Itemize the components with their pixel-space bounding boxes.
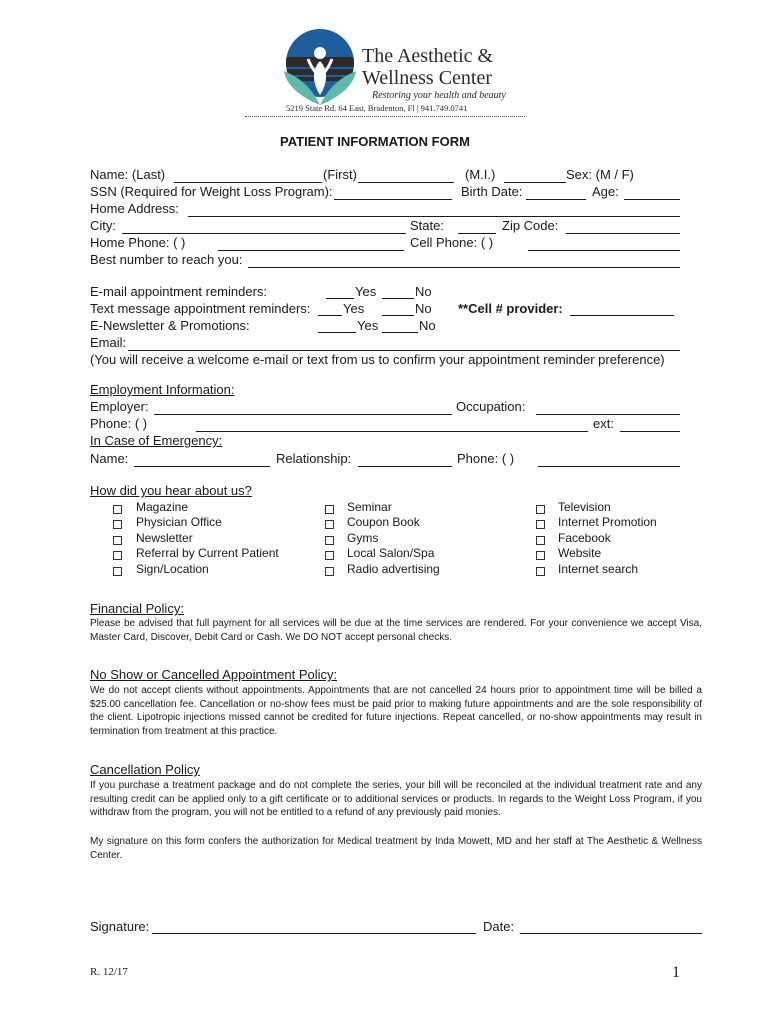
referral-option: Internet Promotion	[558, 515, 657, 529]
cell-phone-field[interactable]	[528, 250, 680, 251]
ext-label: ext:	[593, 416, 614, 431]
referral-option: Local Salon/Spa	[347, 546, 435, 560]
city-label: City:	[90, 218, 116, 233]
home-address-field[interactable]	[188, 216, 680, 217]
email-label: Email:	[90, 335, 127, 350]
form-title: PATIENT INFORMATION FORM	[280, 134, 470, 149]
emergency-phone-field[interactable]	[538, 466, 680, 467]
cancellation-policy-heading: Cancellation Policy	[90, 762, 200, 777]
text-reminders-label: Text message appointment reminders:	[90, 301, 311, 316]
sex-label: Sex: (M / F)	[566, 167, 634, 182]
reminder-note: (You will receive a welcome e-mail or text from us to confirm your appointment reminder preference)	[90, 352, 665, 367]
logo	[280, 27, 360, 107]
referral-option: Internet search	[558, 562, 639, 576]
referral-checkbox[interactable]	[113, 520, 122, 529]
referral-option: Television	[558, 500, 611, 514]
email-reminders-no: No	[415, 284, 432, 299]
logo-tagline: Restoring your health and beauty	[372, 90, 506, 101]
referral-option: Sign/Location	[136, 562, 209, 576]
referral-option: Gyms	[347, 531, 379, 545]
employer-phone-field[interactable]	[196, 431, 588, 432]
newsletter-label: E-Newsletter & Promotions:	[90, 318, 250, 333]
zip-label: Zip Code:	[502, 218, 559, 233]
referral-option: Physician Office	[136, 515, 222, 529]
financial-policy-text: Please be advised that full payment for all services will be due at the time services are rendered. For your convenience we accept Visa, Master Card, Discover, Debit Card or Cash. We DO NOT accept personal checks.	[90, 618, 702, 643]
birth-date-label: Birth Date:	[461, 184, 523, 199]
name-last-field[interactable]	[174, 182, 322, 183]
age-field[interactable]	[624, 199, 680, 200]
cell-phone-label: Cell Phone: ( )	[410, 235, 494, 250]
employer-phone-label: Phone: ( )	[90, 416, 148, 431]
newsletter-no-field[interactable]	[382, 332, 418, 333]
authorization-text: My signature on this form confers the authorization for Medical treatment by Inda Mowett, MD and her staff at The Aesthetic & Wellness Center.	[90, 836, 702, 861]
cancellation-policy-text: If you purchase a treatment package and do not complete the series, your bill will be reconciled at the individual treatment rate and any resulting credit can be applied only to a gift certificate or to additional services or products. In regards to the Weight Loss Program, if you withdraw from the program, you will not be entitled to a refund of any previously paid monies.	[90, 780, 702, 819]
zip-field[interactable]	[566, 233, 680, 234]
referral-checkbox[interactable]	[325, 520, 334, 529]
signature-label: Signature:	[90, 919, 150, 934]
name-first-label: (First)	[323, 167, 357, 182]
newsletter-yes: Yes	[357, 318, 379, 333]
referral-checkbox[interactable]	[113, 567, 122, 576]
noshow-policy-heading: No Show or Cancelled Appointment Policy:	[90, 667, 338, 682]
referral-checkbox[interactable]	[325, 551, 334, 560]
text-reminders-yes-field[interactable]	[318, 315, 342, 316]
referral-checkbox[interactable]	[536, 551, 545, 560]
birth-date-field[interactable]	[526, 199, 586, 200]
newsletter-yes-field[interactable]	[318, 332, 356, 333]
best-number-label: Best number to reach you:	[90, 252, 243, 267]
ext-field[interactable]	[620, 431, 680, 432]
date-label: Date:	[483, 919, 515, 934]
name-last-label: Name: (Last)	[90, 167, 166, 182]
ssn-label: SSN (Required for Weight Loss Program):	[90, 184, 333, 199]
relationship-field[interactable]	[358, 466, 452, 467]
revision-label: R. 12/17	[90, 966, 128, 978]
occupation-field[interactable]	[536, 414, 680, 415]
mi-label: (M.I.)	[465, 167, 496, 182]
email-reminders-yes-field[interactable]	[326, 298, 354, 299]
referral-checkbox[interactable]	[536, 536, 545, 545]
emergency-name-label: Name:	[90, 451, 129, 466]
home-phone-label: Home Phone: ( )	[90, 235, 186, 250]
referral-option: Magazine	[136, 500, 189, 514]
date-field[interactable]	[520, 933, 702, 934]
home-phone-field[interactable]	[218, 250, 404, 251]
mi-field[interactable]	[504, 182, 566, 183]
text-reminders-no-field[interactable]	[382, 315, 414, 316]
emergency-heading: In Case of Emergency:	[90, 433, 223, 448]
logo-title-line1: The Aesthetic &	[362, 45, 494, 67]
employer-label: Employer:	[90, 399, 149, 414]
relationship-label: Relationship:	[276, 451, 352, 466]
text-reminders-yes: Yes	[343, 301, 365, 316]
logo-title-line2: Wellness Center	[362, 67, 493, 89]
signature-field[interactable]	[152, 933, 476, 934]
city-field[interactable]	[122, 233, 406, 234]
occupation-label: Occupation:	[456, 399, 526, 414]
best-number-field[interactable]	[248, 267, 680, 268]
referral-option: Newsletter	[136, 531, 193, 545]
referral-checkbox[interactable]	[113, 505, 122, 514]
email-field[interactable]	[128, 350, 680, 351]
ssn-field[interactable]	[334, 199, 452, 200]
header-address: 5219 State Rd. 64 East, Bradenton, Fl | 941.749.0741	[286, 103, 468, 113]
employment-heading: Employment Information:	[90, 382, 235, 397]
logo-emblem-icon	[280, 27, 360, 107]
page-number: 1	[672, 964, 680, 981]
home-address-label: Home Address:	[90, 201, 179, 216]
age-label: Age:	[592, 184, 619, 199]
referral-option: Facebook	[558, 531, 611, 545]
referral-option: Coupon Book	[347, 515, 420, 529]
name-first-field[interactable]	[358, 182, 454, 183]
state-field[interactable]	[458, 233, 496, 234]
emergency-phone-label: Phone: ( )	[457, 451, 515, 466]
referral-checkbox[interactable]	[325, 505, 334, 514]
referral-checkbox[interactable]	[113, 536, 122, 545]
cell-provider-field[interactable]	[570, 315, 674, 316]
email-reminders-no-field[interactable]	[382, 298, 414, 299]
noshow-policy-text: We do not accept clients without appointments. Appointments that are not cancelled 24 hours prior to appointment time will be billed a $25.00 cancellation fee. Cancellation or no-show fees must be paid prior to making future appointments and are the sole responsibility of the client. Lipotropic injections missed cannot be credited for future injections. Repeat cancelled, or no-show appointments may result in termination from treatment at this practice.	[90, 685, 702, 737]
email-reminders-yes: Yes	[355, 284, 377, 299]
financial-policy-heading: Financial Policy:	[90, 601, 184, 616]
state-label: State:	[410, 218, 444, 233]
referral-option: Website	[558, 546, 602, 560]
email-reminders-label: E-mail appointment reminders:	[90, 284, 268, 299]
referral-checkbox[interactable]	[536, 520, 545, 529]
referral-checkbox[interactable]	[113, 551, 122, 560]
referral-option: Radio advertising	[347, 562, 440, 576]
header-divider	[245, 116, 525, 117]
newsletter-no: No	[419, 318, 436, 333]
referral-checkbox[interactable]	[536, 567, 545, 576]
referral-option: Seminar	[347, 500, 392, 514]
cell-provider-label: **Cell # provider:	[458, 301, 563, 316]
referral-checkbox[interactable]	[325, 536, 334, 545]
employer-field[interactable]	[154, 414, 452, 415]
emergency-name-field[interactable]	[134, 466, 270, 467]
referral-checkbox[interactable]	[536, 505, 545, 514]
text-reminders-no: No	[415, 301, 432, 316]
referral-heading: How did you hear about us?	[90, 483, 252, 498]
referral-checkbox[interactable]	[325, 567, 334, 576]
referral-option: Referral by Current Patient	[136, 546, 279, 560]
